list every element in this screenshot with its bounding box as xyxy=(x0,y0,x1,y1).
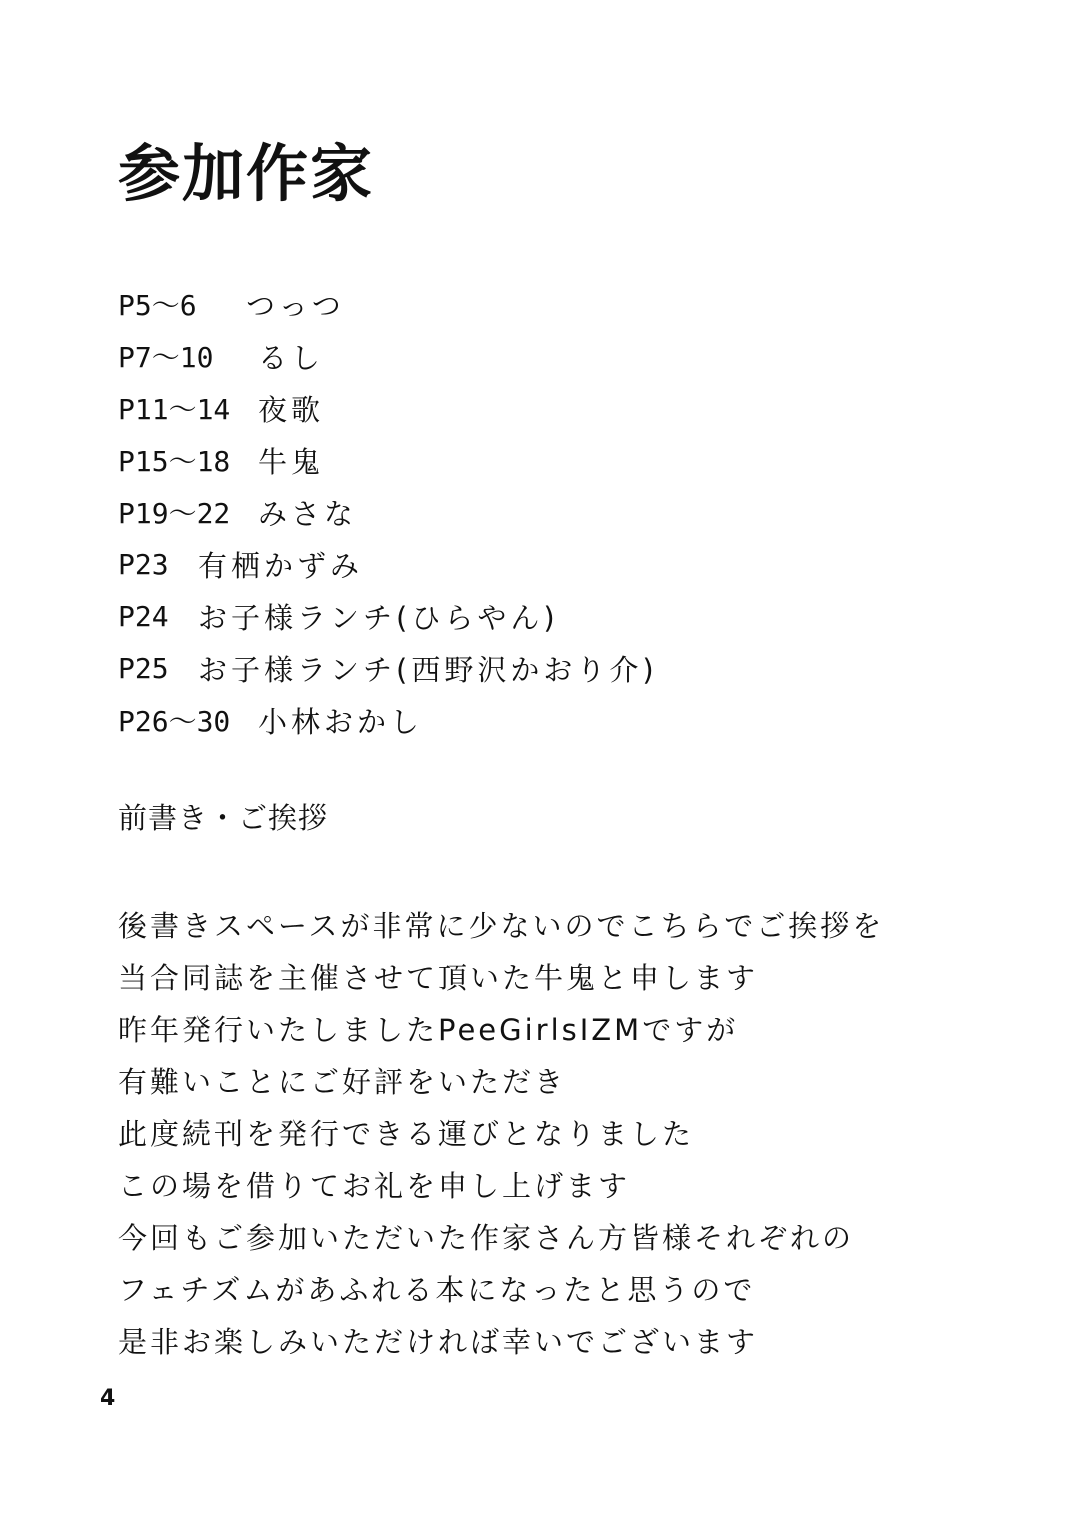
contributor-pages: P15～18 xyxy=(118,445,231,478)
contributor-name: 牛鬼 xyxy=(258,444,325,479)
contributor-pages: P19～22 xyxy=(118,497,231,530)
greeting-line: 後書きスペースが非常に少ないのでこちらでご挨拶を xyxy=(118,908,885,943)
contributor-row xyxy=(118,486,658,538)
contributor-row xyxy=(118,330,658,382)
contributor-name: お子様ランチ(ひらやん) xyxy=(198,600,559,635)
contributor-name: 小林おかし xyxy=(258,704,424,739)
contributor-pages: P26～30 xyxy=(118,705,231,738)
greeting-line: 是非お楽しみいただければ幸いでございます xyxy=(118,1324,759,1359)
contributor-pages: P5～6 xyxy=(118,289,197,322)
contributor-pages: P11～14 xyxy=(118,393,231,426)
greeting-line: 当合同誌を主催させて頂いた牛鬼と申します xyxy=(118,960,759,995)
contributor-pages: P25 xyxy=(118,651,169,685)
page-number: 4 xyxy=(100,1386,116,1411)
contributor-pages: P7～10 xyxy=(118,341,214,374)
page-title: 参加作家 xyxy=(118,137,375,210)
contributor-pages: P23 xyxy=(118,547,169,581)
contributor-row xyxy=(118,434,658,486)
contributor-row xyxy=(118,590,658,642)
greeting-line: 有難いことにご好評をいただき xyxy=(118,1064,567,1099)
preface-heading: 前書き・ご挨拶 xyxy=(118,801,329,835)
contributor-row xyxy=(118,642,658,694)
contributor-name: お子様ランチ(西野沢かおり介) xyxy=(198,652,658,687)
greeting-line: 今回もご参加いただいた作家さん方皆様それぞれの xyxy=(118,1220,855,1255)
contributor-name: つっつ xyxy=(246,288,345,323)
greeting-line: 此度続刊を発行できる運びとなりました xyxy=(118,1116,695,1151)
greeting-text xyxy=(118,898,884,1366)
contributor-name: みさな xyxy=(258,496,358,531)
contributor-list xyxy=(118,278,658,746)
contributor-row xyxy=(118,694,658,746)
contributor-pages: P24 xyxy=(118,599,169,633)
contributor-name: るし xyxy=(258,340,325,375)
contributor-row xyxy=(118,278,658,330)
greeting-line: フェチズムがあふれる本になったと思うので xyxy=(118,1272,756,1307)
contributor-row xyxy=(118,382,658,434)
contributor-name: 有栖かずみ xyxy=(198,548,364,583)
contributor-name: 夜歌 xyxy=(258,392,325,427)
contributor-row xyxy=(118,538,658,590)
greeting-line: この場を借りてお礼を申し上げます xyxy=(118,1168,631,1203)
greeting-line: 昨年発行いたしましたPeeGirlsIZMですが xyxy=(118,1012,739,1047)
